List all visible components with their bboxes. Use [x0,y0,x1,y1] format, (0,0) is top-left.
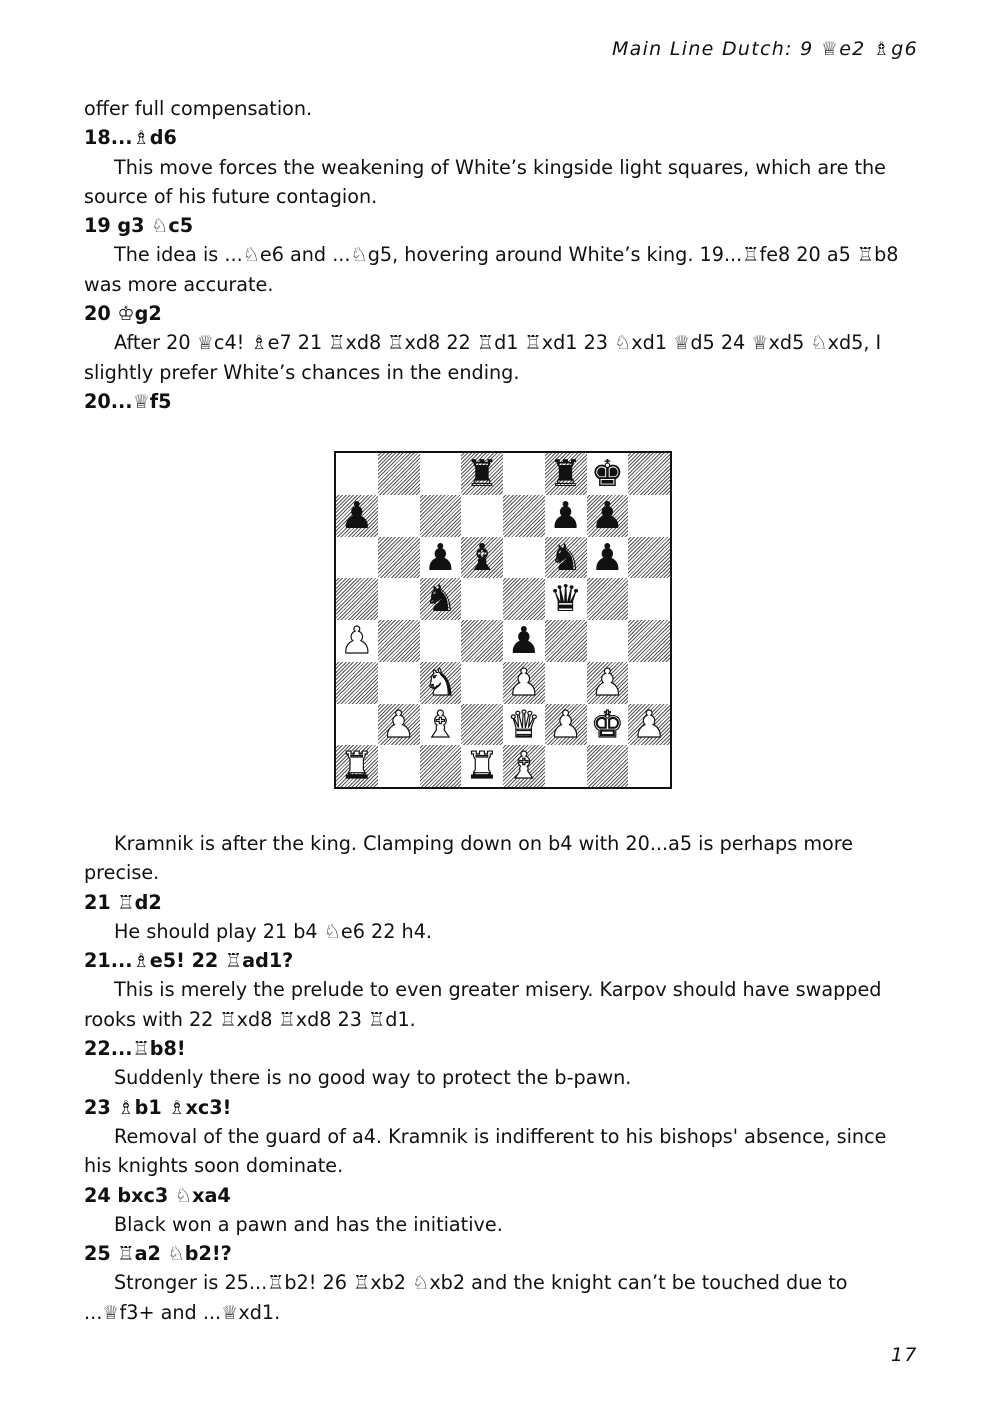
move-line: 20...♕f5 [84,389,172,413]
commentary-paragraph: Removal of the guard of a4. Kramnik is indifferent to his bishops' absence, since his knights soon dominate. [84,1124,887,1178]
board-square-a8 [336,453,378,495]
board-square-f3 [545,662,587,704]
commentary-paragraph: Black won a pawn and has the initiative. [114,1212,503,1236]
board-square-b5 [378,578,420,620]
white-pawn-icon: ♟ [507,660,541,704]
black-queen-icon: ♛ [549,577,583,621]
black-pawn-icon: ♟ [340,493,374,537]
move-line: 20 ♔g2 [84,302,162,326]
running-header: Main Line Dutch: 9 ♕e2 ♗g6 [611,38,918,60]
board-square-d7 [461,495,503,537]
board-square-h8 [628,453,670,495]
black-knight-icon: ♞ [549,535,583,579]
commentary-paragraph: This is merely the prelude to even greater misery. Karpov should have swapped rooks with 22 ♖xd8 ♖xd8 23 ♖d1. [84,978,882,1031]
commentary-paragraph: This move forces the weakening of White’s kingside light squares, which are the source of his future contagion. [84,155,886,208]
move-line: 21 ♖d2 [84,890,162,914]
move-line: 21...♗e5! 22 ♖ad1? [84,949,294,973]
move-line: 23 ♗b1 ♗xc3! [84,1095,232,1119]
board-square-a6 [336,537,378,579]
black-pawn-icon: ♟ [590,535,624,579]
board-square-h6 [628,537,670,579]
white-bishop-icon: ♝ [423,702,457,746]
board-square-h7 [628,495,670,537]
move-line: 24 bxc3 ♘xa4 [84,1183,231,1207]
board-square-g1 [587,745,629,787]
move-line: 19 g3 ♘c5 [84,214,194,238]
black-pawn-icon: ♟ [507,619,541,662]
black-rook-icon: ♜ [549,452,583,495]
white-pawn-icon: ♟ [590,660,624,704]
white-pawn-icon: ♟ [382,702,416,746]
commentary-top [84,94,920,416]
white-knight-icon: ♞ [423,660,457,704]
commentary-bottom [84,829,920,1327]
board-square-g5 [587,578,629,620]
white-bishop-icon: ♝ [507,744,541,788]
board-square-g4 [587,620,629,662]
board-square-b4 [378,620,420,662]
board-square-e6 [503,537,545,579]
board-square-d4 [461,620,503,662]
white-queen-icon: ♛ [507,702,541,746]
board-square-h1 [628,745,670,787]
commentary-paragraph: Kramnik is after the king. Clamping down on b4 with 20...a5 is perhaps more precise. [84,832,854,885]
board-square-e7 [503,495,545,537]
board-square-b8 [378,453,420,495]
black-knight-icon: ♞ [423,577,457,621]
commentary-paragraph: He should play 21 b4 ♘e6 22 h4. [114,919,433,943]
white-pawn-icon: ♟ [340,619,374,662]
board-square-d3 [461,662,503,704]
black-bishop-icon: ♝ [465,535,499,579]
board-square-a3 [336,662,378,704]
board-square-e5 [503,578,545,620]
chessboard [336,453,670,787]
white-king-icon: ♚ [590,702,624,746]
white-pawn-icon: ♟ [632,702,666,746]
board-square-f4 [545,620,587,662]
commentary-paragraph: The idea is ...♘e6 and ...♘g5, hovering around White’s king. 19...♖fe8 20 a5 ♖b8 was more accurate. [84,243,899,296]
black-king-icon: ♚ [590,452,624,495]
move-line: 22...♖b8! [84,1037,186,1061]
black-pawn-icon: ♟ [423,535,457,579]
board-square-b6 [378,537,420,579]
board-square-c1 [420,745,462,787]
commentary-paragraph: offer full compensation. [84,97,313,120]
board-square-f1 [545,745,587,787]
board-square-h4 [628,620,670,662]
move-line: 25 ♖a2 ♘b2!? [84,1242,232,1266]
board-square-c4 [420,620,462,662]
black-pawn-icon: ♟ [549,493,583,537]
board-square-b3 [378,662,420,704]
board-square-b7 [378,495,420,537]
board-square-d5 [461,578,503,620]
page-number: 17 [890,1344,918,1366]
board-square-b1 [378,745,420,787]
move-line: 18...♗d6 [84,126,177,150]
white-pawn-icon: ♟ [549,702,583,746]
black-pawn-icon: ♟ [590,493,624,537]
commentary-paragraph: After 20 ♕c4! ♗e7 21 ♖xd8 ♖xd8 22 ♖d1 ♖xd1 23 ♘xd1 ♕d5 24 ♕xd5 ♘xd5, I slightly prefer White’s chances in the ending. [84,331,882,384]
black-rook-icon: ♜ [465,452,499,495]
board-square-e8 [503,453,545,495]
board-square-d2 [461,704,503,746]
board-square-h3 [628,662,670,704]
commentary-paragraph: Stronger is 25...♖b2! 26 ♖xb2 ♘xb2 and the knight can’t be touched due to ...♕f3+ and ...♕xd1. [84,1271,848,1324]
board-square-a5 [336,578,378,620]
chess-diagram [334,451,672,789]
white-rook-icon: ♜ [465,744,499,788]
white-rook-icon: ♜ [340,744,374,788]
board-square-c8 [420,453,462,495]
board-square-a2 [336,704,378,746]
board-square-c7 [420,495,462,537]
board-square-h5 [628,578,670,620]
commentary-paragraph: Suddenly there is no good way to protect the b-pawn. [114,1066,632,1090]
